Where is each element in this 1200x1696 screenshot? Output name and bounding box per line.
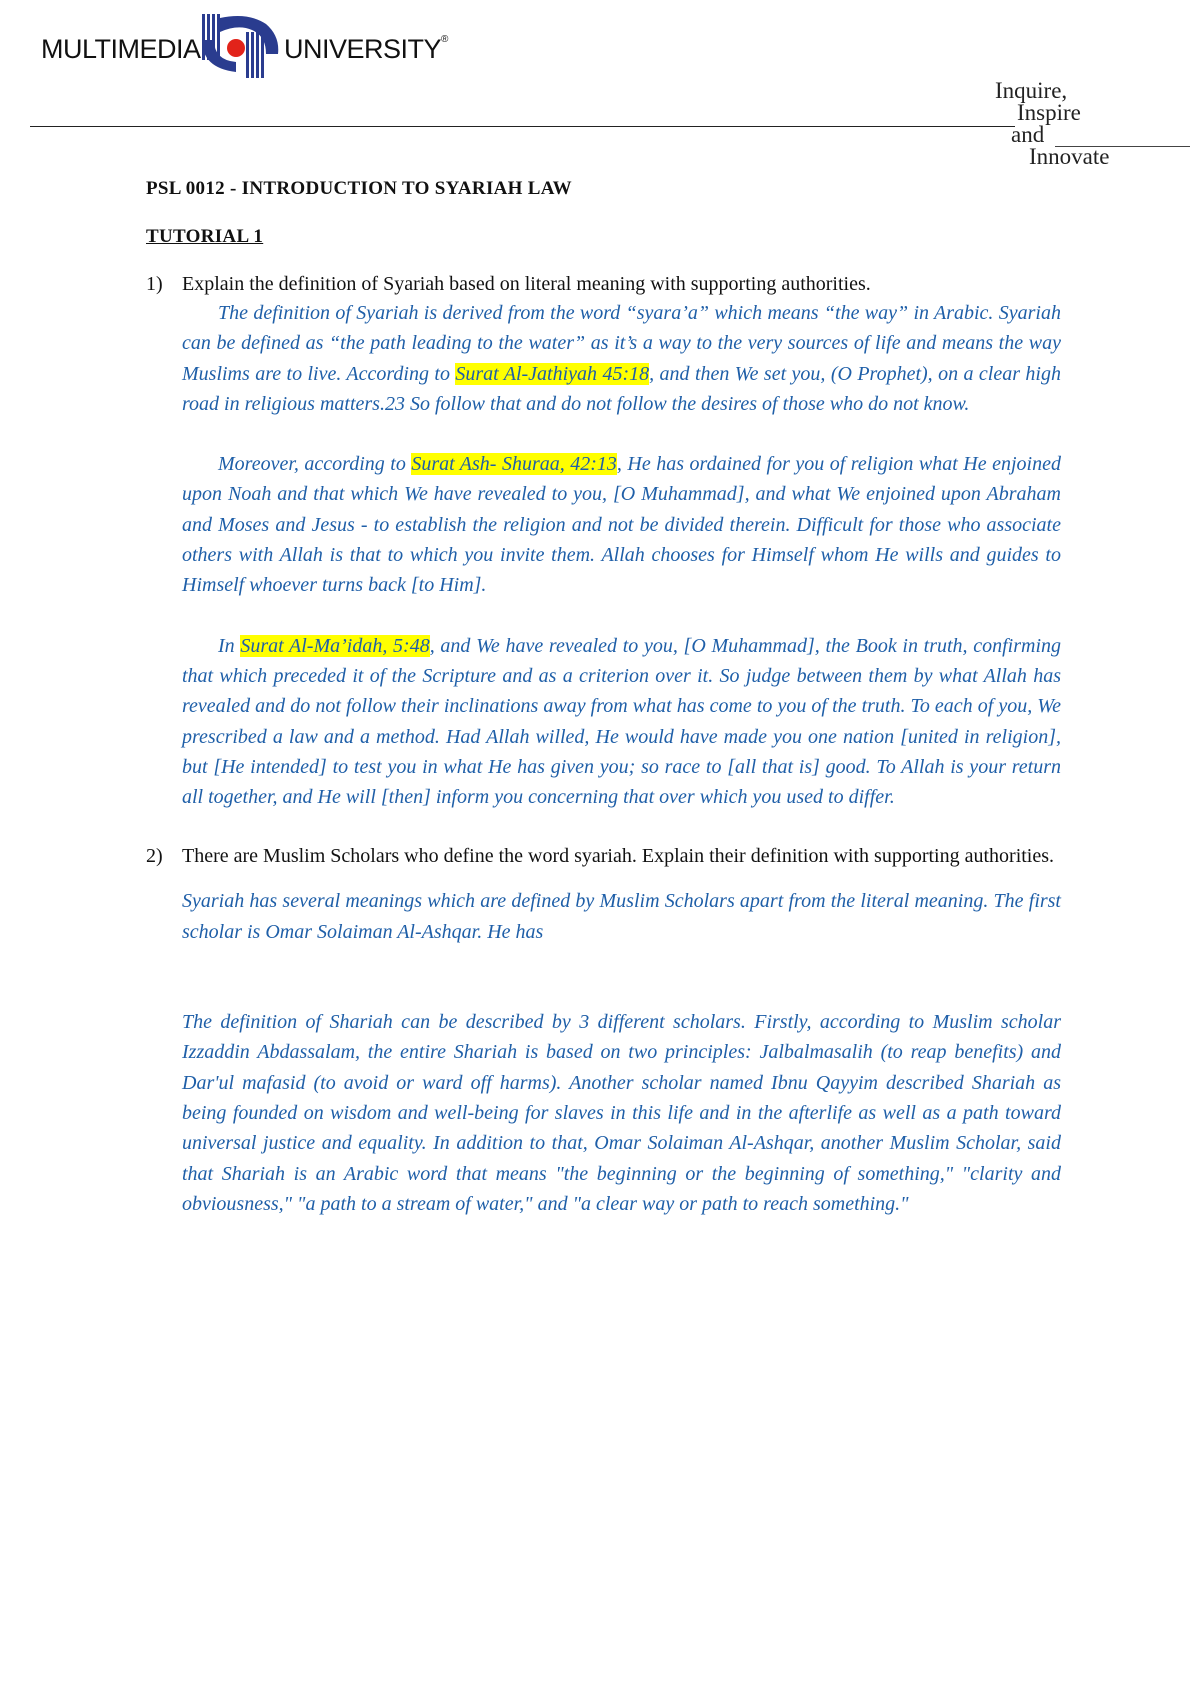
answer-paragraph: Moreover, according to Surat Ash- Shuraa, 42:13, He has ordained for you of religion what He enjoined upon Noah and that which We have revealed to you, [O Muhammad], and what We enjoined upon Abraham and Moses and Jesus - to establish the religion and not be divided therein. Difficult for those who associate others with Allah is that to which you invite them. Allah chooses for Himself whom He wills and guides to Himself whoever turns back [to Him]. (182, 453, 1061, 597)
highlighted-citation: Surat Ash- Shuraa, 42:13 (411, 453, 617, 476)
course-title: PSL 0012 - INTRODUCTION TO SYARIAH LAW (146, 178, 572, 199)
answer-paragraph: In Surat Al-Ma’idah, 5:48, and We have revealed to you, [O Muhammad], the Book in truth, confirming that which preceded it of the Scripture and as a criterion over it. So judge between them by what Allah has revealed and do not follow their inclinations away from what has come to you of the truth. To each of you, We prescribed a law and a method. Had Allah willed, He would have made you one nation [united in religion], but [He intended] to test you in what He has given you; so race to [all that is] good. To Allah is your return all together, and He will [then] inform you concerning that over which you used to differ. (182, 634, 1061, 809)
document-body (146, 178, 1061, 1219)
answer-paragraph: Syariah has several meanings which are defined by Muslim Scholars apart from the literal meaning. The first scholar is Omar Solaiman Al-Ashqar. He has (182, 890, 1061, 943)
slogan-line: and (1011, 122, 1045, 147)
answer-paragraph: The definition of Shariah can be described by 3 different scholars. Firstly, according to Muslim scholar Izzaddin Abdassalam, the entire Shariah is based on two principles: Jalbalmasalih (to reap benefits) and Dar'ul mafasid (to avoid or ward off harms). Another scholar named Ibnu Qayyim described Shariah as being founded on wisdom and well-being for slaves in this life and in the afterlife as well as a path toward universal justice and equality. In addition to that, Omar Solaiman Al-Ashqar, another Muslim Scholar, said that Shariah is an Arabic word that means "the beginning or the beginning of something," "clarity and obviousness," "a path to a stream of water," and "a clear way or path to reach something." (182, 1011, 1061, 1215)
highlighted-citation: Surat Al-Ma’idah, 5:48 (240, 634, 430, 657)
question-text: Explain the definition of Syariah based on literal meaning with supporting authorities. (182, 273, 871, 295)
university-slogan (995, 80, 1195, 168)
question-number: 2) (146, 845, 163, 868)
university-name-left: MULTIMEDIA (41, 34, 201, 64)
slogan-line: Inquire, (995, 78, 1068, 103)
question-text: There are Muslim Scholars who define the word syariah. Explain their definition with supporting authorities. (182, 845, 1055, 868)
tutorial-heading: TUTORIAL 1 (146, 226, 264, 247)
answer-paragraph: The definition of Syariah is derived from the word “syara’a” which means “the way” in Arabic. Syariah can be defined as “the path leading to the water” as it’s a way to the very sources of life and means the way Muslims are to live. According to Surat Al-Jathiyah 45:18, and then We set you, (O Prophet), on a clear high road in religious matters.23 So follow that and do not follow the desires of those who do not know. (182, 302, 1061, 415)
slogan-line: Innovate (1029, 144, 1110, 169)
question-1 (146, 270, 1061, 298)
letterhead (0, 0, 1200, 180)
question-number: 1) (146, 273, 163, 295)
university-name-right: UNIVERSITY® (284, 34, 448, 64)
header-rule (30, 126, 1015, 127)
question-2 (146, 842, 1061, 870)
highlighted-citation: Surat Al-Jathiyah 45:18 (455, 362, 650, 385)
slogan-line: Inspire (1017, 100, 1081, 125)
university-logo-icon (196, 10, 286, 82)
